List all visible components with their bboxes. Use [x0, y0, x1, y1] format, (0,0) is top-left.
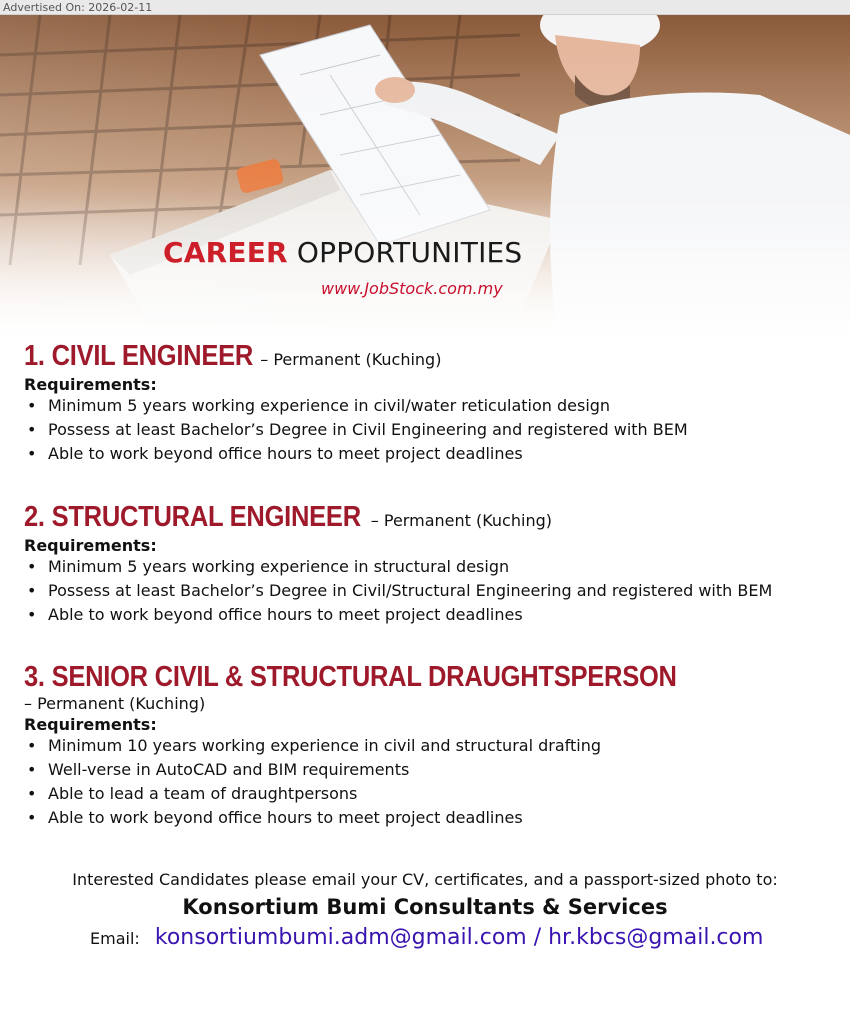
requirements-list — [24, 555, 824, 627]
email-addresses[interactable]: konsortiumbumi.adm@gmail.com / hr.kbcs@gmail.com — [154, 925, 764, 950]
requirement-item: • Well-verse in AutoCAD and BIM requirements — [24, 758, 824, 782]
requirements-label: Requirements: — [24, 375, 157, 394]
requirement-item: • Possess at least Bachelor’s Degree in Civil/Structural Engineering and registered with BEM — [24, 579, 824, 603]
requirement-item: • Minimum 10 years working experience in civil and structural drafting — [24, 734, 824, 758]
headline-accent: CAREER — [163, 236, 288, 269]
job-title: 3. SENIOR CIVIL & STRUCTURAL DRAUGHTSPERSON — [24, 661, 677, 693]
email-row — [90, 925, 763, 950]
job-senior-draughtsperson — [24, 661, 824, 830]
headline-rest: OPPORTUNITIES — [287, 236, 523, 269]
requirement-item: • Able to work beyond office hours to meet project deadlines — [24, 442, 824, 466]
advertised-date: Advertised On: 2026-02-11 — [3, 1, 153, 14]
company-name: Konsortium Bumi Consultants & Services — [182, 895, 668, 919]
job-structural-engineer — [24, 501, 824, 627]
job-meta: – Permanent (Kuching) — [260, 350, 442, 369]
requirements-list — [24, 394, 824, 466]
requirements-label: Requirements: — [24, 715, 157, 734]
email-label: Email: — [90, 929, 140, 948]
headline — [163, 236, 522, 269]
site-url[interactable]: www.JobStock.com.my — [321, 279, 503, 298]
requirements-list — [24, 734, 824, 830]
job-meta: – Permanent (Kuching) — [370, 511, 552, 530]
requirement-item: • Minimum 5 years working experience in structural design — [24, 555, 824, 579]
job-title: 1. CIVIL ENGINEER — [24, 340, 254, 372]
job-title: 2. STRUCTURAL ENGINEER — [24, 501, 361, 533]
requirements-label: Requirements: — [24, 536, 157, 555]
requirement-item: • Minimum 5 years working experience in civil/water reticulation design — [24, 394, 824, 418]
requirement-item: • Possess at least Bachelor’s Degree in Civil Engineering and registered with BEM — [24, 418, 824, 442]
requirement-item: • Able to work beyond office hours to meet project deadlines — [24, 603, 824, 627]
apply-instructions: Interested Candidates please email your CV, certificates, and a passport-sized photo to: — [72, 870, 778, 889]
requirement-item: • Able to work beyond office hours to meet project deadlines — [24, 806, 824, 830]
requirement-item: • Able to lead a team of draughtpersons — [24, 782, 824, 806]
advertised-bar — [0, 0, 850, 15]
job-civil-engineer — [24, 340, 824, 466]
job-meta: – Permanent (Kuching) — [24, 694, 206, 713]
